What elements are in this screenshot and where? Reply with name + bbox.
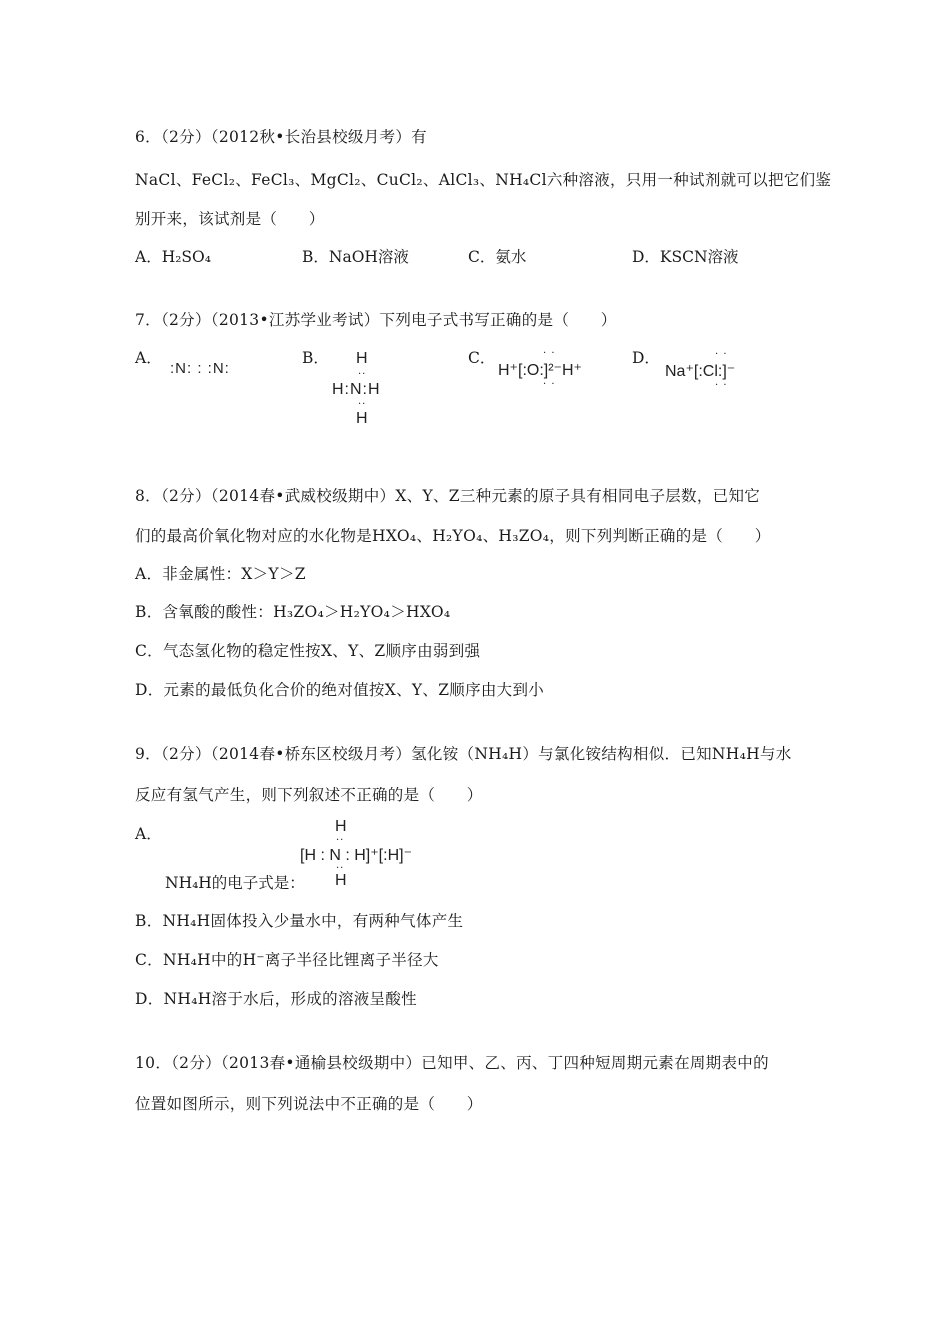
q9-stem-line1: 9．（2分）（2014春•桥东区校级月考）氢化铵（NH₄H）与氯化铵结构相似．已知NH₄H与水	[135, 745, 792, 763]
q8-option-c: C．气态氢化物的稳定性按X、Y、Z顺序由弱到强	[135, 642, 481, 660]
q6-stem-line2: NaCl、FeCl₂、FeCl₃、MgCl₂、CuCl₂、AlCl₃、NH₄Cl六种溶液，只用一种试剂就可以把它们鉴	[135, 171, 832, 189]
q9-option-b: B．NH₄H固体投入少量水中，有两种气体产生	[135, 912, 464, 930]
q9-option-c: C．NH₄H中的H⁻离子半径比锂离子半径大	[135, 951, 439, 969]
q7-label-c: C．	[468, 349, 496, 367]
q7-label-a: A．	[135, 349, 162, 367]
q8-option-d: D．元素的最低负化合价的绝对值按X、Y、Z顺序由大到小	[135, 681, 545, 699]
q10-stem-line1: 10．（2分）（2013春•通榆县校级期中）已知甲、乙、丙、丁四种短周期元素在周期表中的	[135, 1054, 769, 1072]
q9-stem-line2: 反应有氢气产生，则下列叙述不正确的是（ ）	[135, 786, 483, 804]
q8-option-b: B．含氧酸的酸性：H₃ZO₄＞H₂YO₄＞HXO₄	[135, 603, 451, 621]
q10-stem-line2: 位置如图所示，则下列说法中不正确的是（ ）	[135, 1095, 483, 1113]
q9-option-a-text: NH₄H的电子式是：	[165, 874, 305, 892]
q6-stem-line1: 6．（2分）（2012秋•长治县校级月考）有	[135, 128, 427, 146]
q6-option-d: D．KSCN溶液	[632, 248, 739, 266]
q6-option-b: B．NaOH溶液	[302, 248, 409, 266]
q8-stem-line1: 8．（2分）（2014春•武威校级期中）X、Y、Z三种元素的原子具有相同电子层数，已知它	[135, 487, 761, 505]
q7-label-d: D．	[632, 349, 660, 367]
q7-stem: 7．（2分）（2013•江苏学业考试）下列电子式书写正确的是（ ）	[135, 311, 617, 329]
q6-stem-line3: 别开来，该试剂是（ ）	[135, 210, 325, 228]
q8-option-a: A．非金属性：X＞Y＞Z	[135, 565, 306, 583]
q9-label-a: A．	[135, 825, 162, 843]
q8-stem-line2: 们的最高价氧化物对应的水化物是HXO₄、H₂YO₄、H₃ZO₄，则下列判断正确的是（ ）	[135, 527, 771, 545]
q7-formula-a: :N: : :N:	[170, 360, 230, 377]
q6-option-c: C．氨水	[468, 248, 527, 266]
q7-label-b: B．	[302, 349, 329, 367]
q9-option-d: D．NH₄H溶于水后，形成的溶液呈酸性	[135, 990, 417, 1008]
q6-option-a: A．H₂SO₄	[135, 248, 211, 266]
